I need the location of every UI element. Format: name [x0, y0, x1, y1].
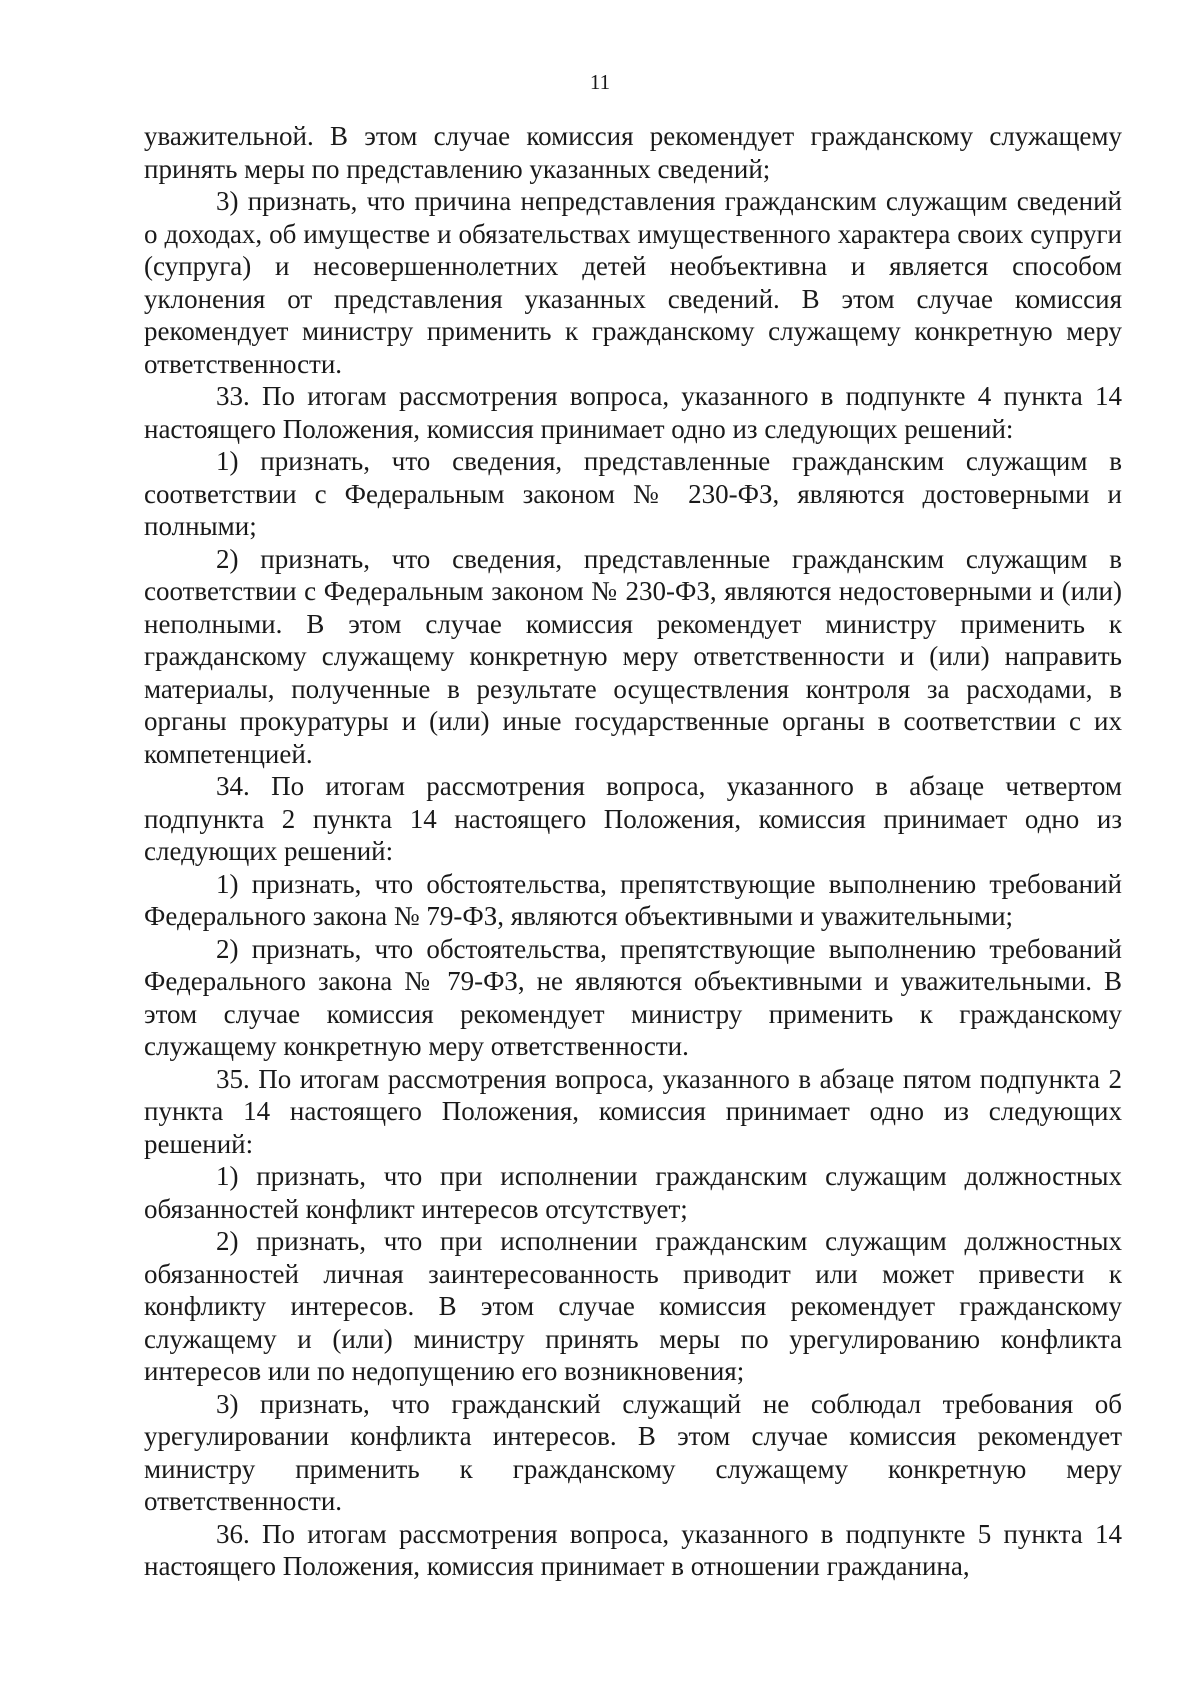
paragraph-33-item-2: 2) признать, что сведения, представленные гражданским служащим в соответствии с Федеральным законом № 230-ФЗ, являются недостоверными и (или) неполными. В этом случае комиссия рекомендует министру применить к гражданскому служащему конкретную меру ответственности и (или) направить материалы, полученные в результате осуществления контроля за расходами, в органы прокуратуры и (или) иные государственные органы в соответствии с их компетенцией. [144, 543, 1122, 769]
paragraph-34-item-1: 1) признать, что обстоятельства, препятствующие выполнению требований Федерального закона № 79-ФЗ, являются объективными и уважительными; [144, 868, 1122, 931]
paragraph-35: 35. По итогам рассмотрения вопроса, указанного в абзаце пятом подпункта 2 пункта 14 настоящего Положения, комиссия принимает одно из следующих решений: [144, 1063, 1122, 1159]
page-number: 11 [589, 70, 611, 94]
paragraph-34: 34. По итогам рассмотрения вопроса, указанного в абзаце четвертом подпункта 2 пункта 14 настоящего Положения, комиссия принимает одно из следующих решений: [144, 771, 1122, 866]
paragraph-item-3: 3) признать, что причина непредставления гражданским служащим сведений о доходах, об имуществе и обязательствах имущественного характера своих супруги (супруга) и несовершеннолетних детей необъективна и является способом уклонения от представления указанных сведений. В этом случае комиссия рекомендует министру применить к гражданскому служащему конкретную меру ответственности. [144, 186, 1122, 379]
paragraph-35-item-2: 2) признать, что при исполнении гражданским служащим должностных обязанностей личная заинтересованность приводит или может привести к конфликту интересов. В этом случае комиссия рекомендует гражданскому служащему и (или) министру принять меры по урегулированию конфликта интересов или по недопущению его возникновения; [144, 1226, 1122, 1386]
paragraph-35-item-3: 3) признать, что гражданский служащий не соблюдал требования об урегулировании конфликта интересов. В этом случае комиссия рекомендует министру применить к гражданскому служащему конкретную меру ответственности. [144, 1388, 1122, 1516]
paragraph-34-item-2: 2) признать, что обстоятельства, препятствующие выполнению требований Федерального закона № 79-ФЗ, не являются объективными и уважительными. В этом случае комиссия рекомендует министру применить к гражданскому служащему конкретную меру ответственности. [144, 933, 1122, 1061]
paragraph-33-item-1: 1) признать, что сведения, представленные гражданским служащим в соответствии с Федеральным законом № 230-ФЗ, являются достоверными и полными; [144, 446, 1122, 541]
paragraph-36: 36. По итогам рассмотрения вопроса, указанного в подпункте 5 пункта 14 настоящего Положения, комиссия принимает в отношении гражданина, [144, 1518, 1122, 1581]
paragraph-continuation: уважительной. В этом случае комиссия рекомендует гражданскому служащему принять меры по представлению указанных сведений; [144, 121, 1122, 184]
document-body [144, 120, 1122, 1583]
paragraph-35-item-1: 1) признать, что при исполнении гражданским служащим должностных обязанностей конфликт интересов отсутствует; [144, 1161, 1122, 1224]
paragraph-33: 33. По итогам рассмотрения вопроса, указанного в подпункте 4 пункта 14 настоящего Положения, комиссия принимает одно из следующих решений: [144, 381, 1122, 444]
